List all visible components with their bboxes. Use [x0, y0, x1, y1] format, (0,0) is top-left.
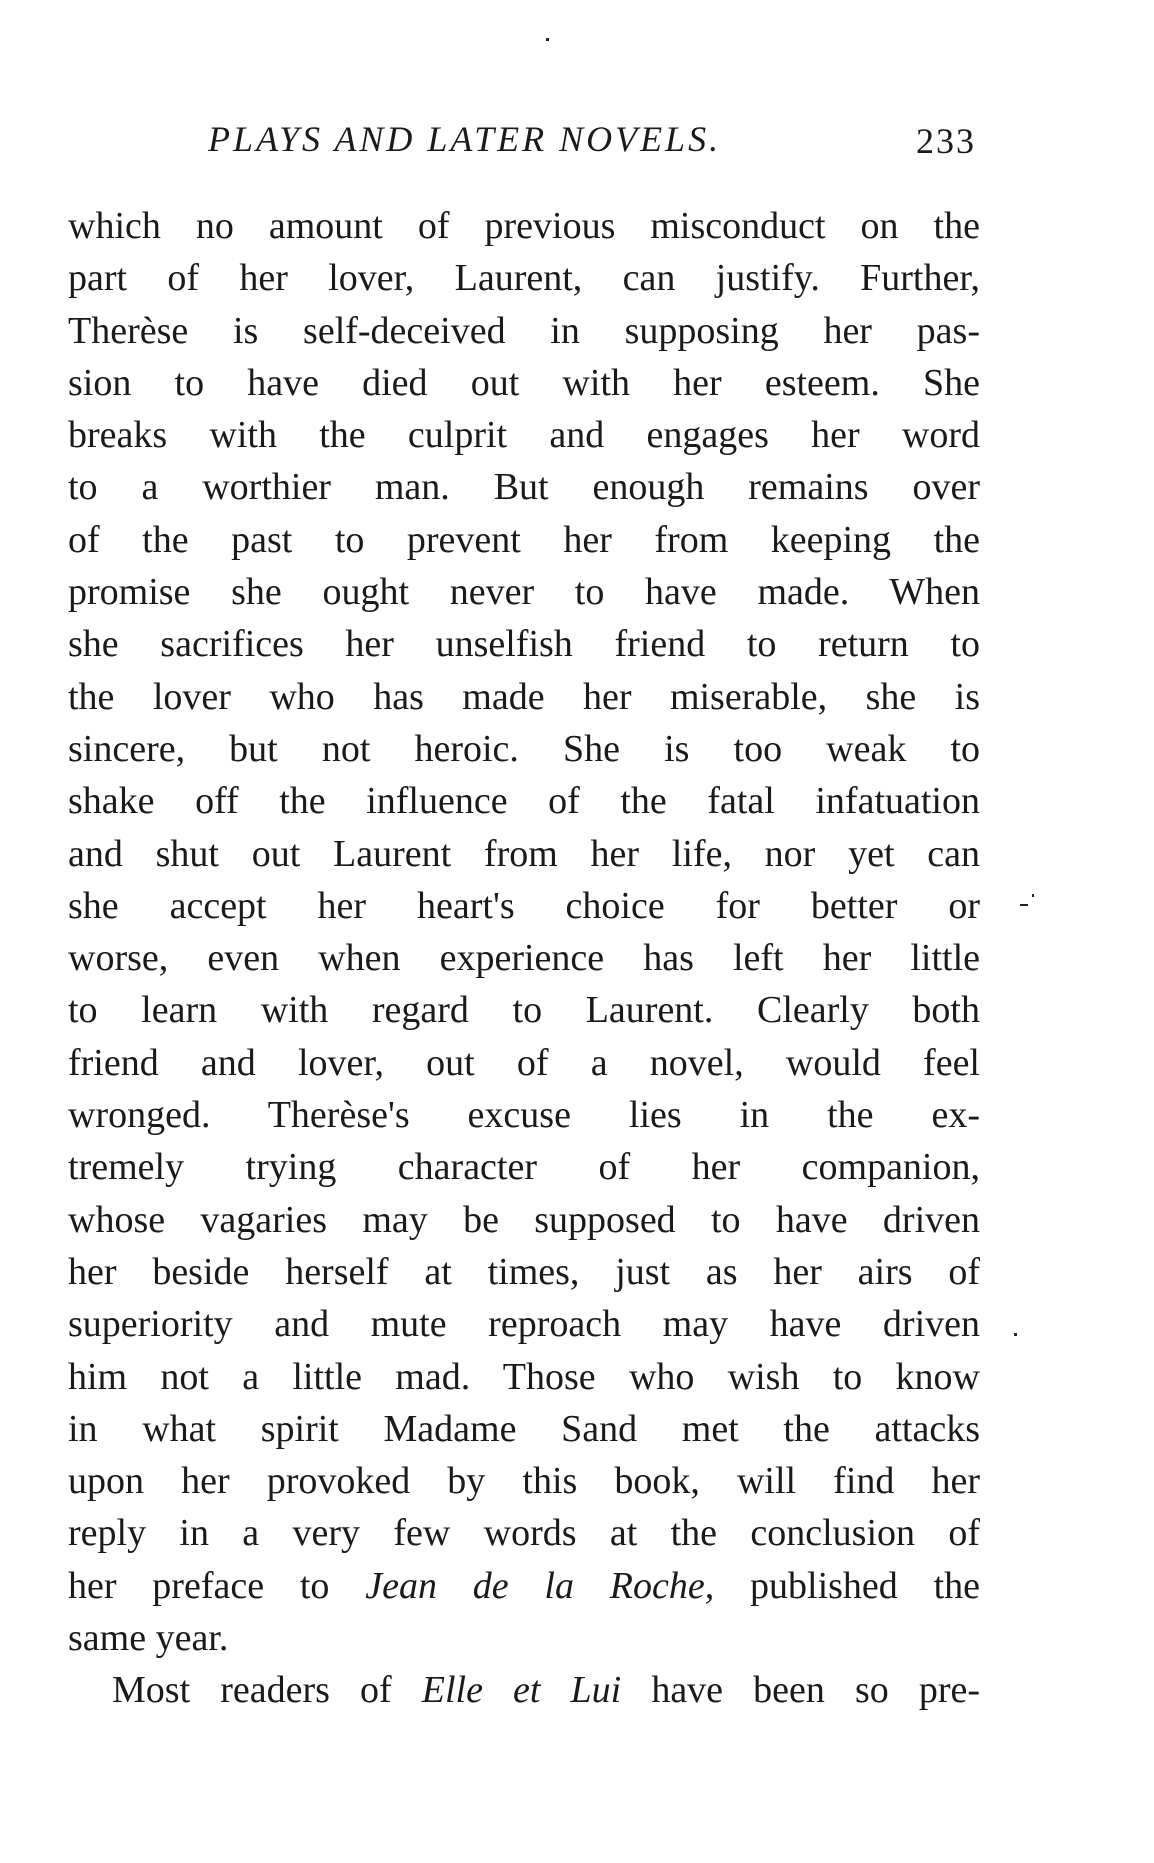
line-text: her preface to [68, 1564, 366, 1607]
ink-speck [546, 38, 549, 41]
text-line: reply in a very few words at the conclusion of [68, 1512, 980, 1555]
text-line: friend and lover, out of a novel, would feel [68, 1041, 980, 1084]
text-line: shake off the influence of the fatal infatuation [68, 780, 980, 823]
page-number: 233 [916, 121, 976, 161]
running-title: PLAYS AND LATER NOVELS. [208, 119, 722, 159]
text-line: Therèse is self-deceived in supposing her pas- [68, 309, 980, 352]
text-line: which no amount of previous misconduct on the [68, 205, 980, 247]
text-line: superiority and mute reproach may have driven [68, 1303, 980, 1346]
italic-title: Elle et Lui [421, 1669, 622, 1712]
ink-speck [1014, 1333, 1017, 1336]
text-line: sion to have died out with her esteem. She [68, 361, 980, 404]
text-line: in what spirit Madame Sand met the attacks [68, 1407, 980, 1450]
text-line [68, 1560, 980, 1612]
text-line: breaks with the culprit and engages her word [68, 414, 980, 457]
text-line: she accept her heart's choice for better or [68, 884, 980, 927]
text-line: to learn with regard to Laurent. Clearly both [68, 989, 980, 1032]
line-text: Most readers of [112, 1669, 422, 1712]
text-line: her beside herself at times, just as her airs of [68, 1250, 980, 1293]
text-line: whose vagaries may be supposed to have driven [68, 1198, 980, 1241]
line-text: have been so pre- [621, 1669, 980, 1712]
text-line: him not a little mad. Those who wish to know [68, 1355, 980, 1398]
text-line: she sacrifices her unselfish friend to return to [68, 623, 980, 666]
line-text: published the [714, 1564, 980, 1607]
text-line: to a worthier man. But enough remains over [68, 466, 980, 509]
text-line: and shut out Laurent from her life, nor yet can [68, 832, 980, 875]
ink-speck [1020, 904, 1028, 906]
body-text [68, 200, 980, 1717]
text-line: worse, even when experience has left her little [68, 937, 980, 980]
text-line: tremely trying character of her companion, [68, 1146, 980, 1189]
text-line: part of her lover, Laurent, can justify. Further, [68, 257, 980, 300]
text-line: upon her provoked by this book, will find her [68, 1460, 980, 1503]
text-line: same year. [68, 1617, 229, 1660]
text-line: wronged. Therèse's excuse lies in the ex- [68, 1094, 980, 1137]
text-line: the lover who has made her miserable, she is [68, 675, 980, 718]
paragraph-start-line [68, 1664, 980, 1716]
text-line: promise she ought never to have made. When [68, 571, 980, 614]
italic-title: Jean de la Roche, [365, 1564, 715, 1607]
text-line: sincere, but not heroic. She is too weak to [68, 727, 980, 770]
running-head [68, 118, 980, 168]
text-line: of the past to prevent her from keeping the [68, 518, 980, 561]
ink-speck [1032, 894, 1034, 897]
